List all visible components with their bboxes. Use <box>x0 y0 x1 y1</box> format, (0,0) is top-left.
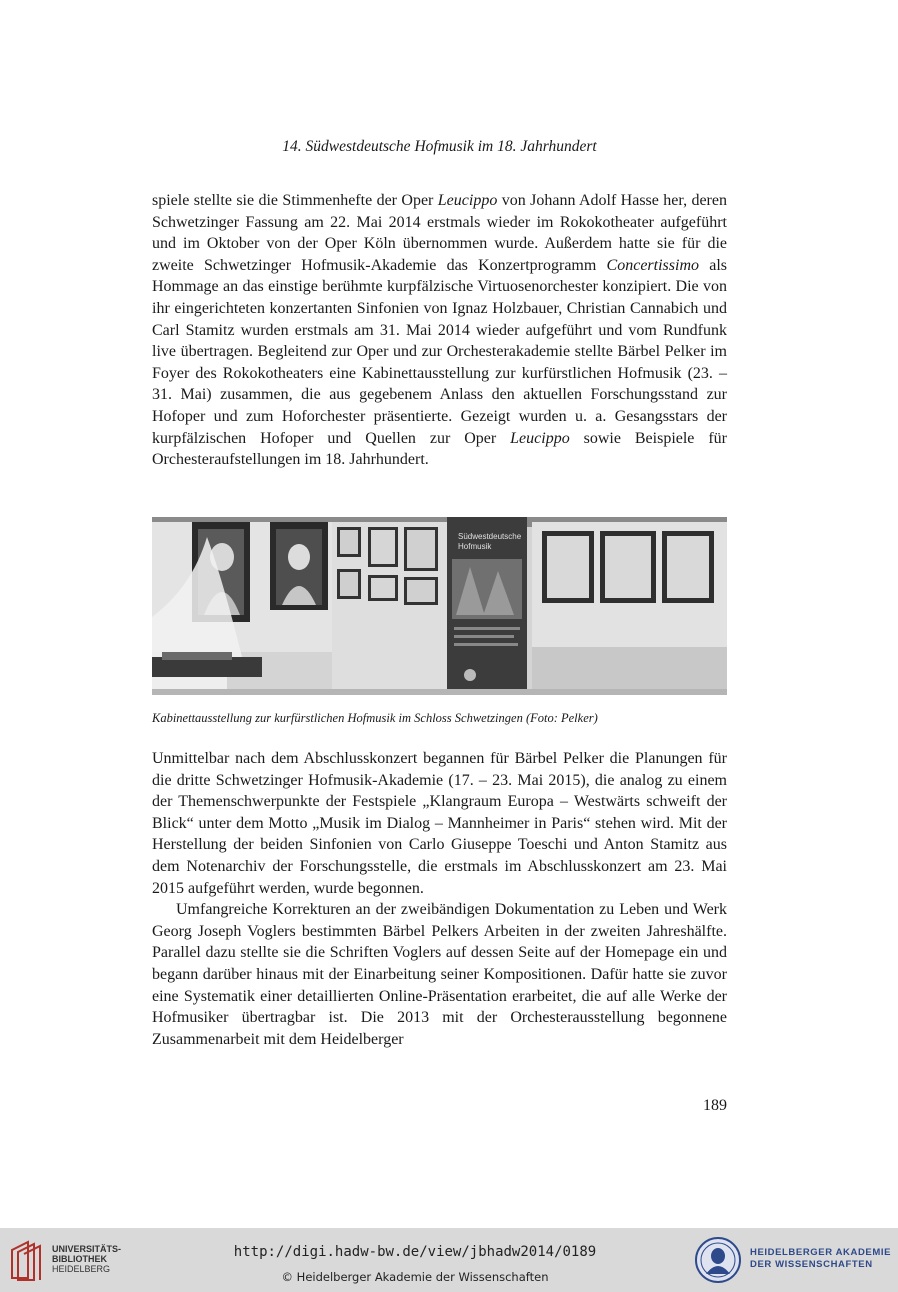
body-paragraph-bottom <box>152 748 727 1050</box>
footer-bar <box>0 1228 898 1292</box>
text-run: sowie Beispiele für Orchesteraufstellungen im 18. Jahrhundert. <box>152 429 727 469</box>
figure-caption: Kabinettausstellung zur kurfürstlichen Hofmusik im Schloss Schwetzingen (Foto: Pelker) <box>152 711 598 725</box>
paragraph: Unmittelbar nach dem Abschlusskonzert begannen für Bärbel Pelker die Planungen für die dritte Schwetzinger Hofmusik-Akademie (17. – 23. Mai 2015), die analog zu einem der Themenschwerpunkte der Festspiele „Klangraum Europa – Westwärts schweift der Blick“ unter dem Motto „Musik im Dialog – Mannheimer in Paris“ stehen wird. Mit der Herstellung der beiden Sinfonien von Carlo Giuseppe Toeschi und Anton Stamitz aus dem Notenarchiv der Forschungsstelle, die erstmals im Abschlusskonzert am 23. Mai 2015 aufgeführt werden, wurde begonnen. <box>152 750 727 897</box>
library-name-line2: BIBLIOTHEK <box>52 1254 107 1264</box>
text-run: von Johann Adolf Hasse her, deren Schwetzinger Fassung am 22. Mai 2014 erstmals wieder im Rokokotheater aufgeführt und im Oktober von der Oper Köln übernommen wurde. Außerdem hatte sie für die zweite Schwetzinger Hofmusik-Akademie das Konzertprogramm <box>152 192 727 274</box>
academy-name <box>750 1247 891 1271</box>
text-run: spiele stellte sie die Stimmenhefte der Oper <box>152 192 438 209</box>
text-run: als Hommage an das einstige berühmte kurpfälzische Virtuosenorchester konzipiert. Die von ihr eingerichteten konzertanten Sinfonien von Ignaz Holzbauer, Christian Cannabich und Carl Stamitz wurden erstmals am 31. Mai 2014 wieder aufgeführt und vom Rundfunk live übertragen. Begleitend zur Oper und zur Orchesterakademie stellte Bärbel Pelker im Foyer des Rokokotheaters eine Kabinettausstellung zur kurfürstlichen Hofmusik (23. – 31. Mai) zusammen, die aus gegebenem Anlass den aktuellen Forschungsstand zur Hofoper und zum Hoforchester präsentierte. Gezeigt wurden u. a. Gesangsstars der kurpfälzischen Hofoper und Quellen zur Oper <box>152 256 727 447</box>
body-paragraph-top <box>152 190 727 471</box>
program-title-concertissimo: Concertissimo <box>606 256 699 274</box>
opera-title-leucippo: Leucippo <box>437 192 498 209</box>
academy-name-line1: HEIDELBERGER AKADEMIE <box>750 1247 892 1258</box>
library-name-line3: HEIDELBERG <box>52 1264 111 1274</box>
page-number: 189 <box>703 1097 727 1114</box>
exhibition-photo <box>152 517 727 695</box>
opera-title-leucippo: Leucippo <box>510 429 570 447</box>
academy-name-line2: DER WISSENSCHAFTEN <box>750 1259 873 1270</box>
university-library-logo-icon <box>8 1238 48 1282</box>
library-name-line1: UNIVERSITÄTS- <box>52 1244 122 1254</box>
university-library-name <box>52 1244 121 1274</box>
copyright-notice: © Heidelberger Akademie der Wissenschaften <box>281 1270 549 1284</box>
poster-title-line2: Hofmusik <box>458 542 492 551</box>
paragraph: Umfangreiche Korrekturen an der zweibändigen Dokumentation zu Leben und Werk Georg Joseph Voglers bestimmten Bärbel Pelkers Arbeiten in der zweiten Jahreshälfte. Parallel dazu stellte sie die Schriften Voglers auf dessen Seite auf der Homepage ein und begann darüber hinaus mit der Einarbeitung seiner Kompositionen. Dafür hatte sie zuvor eine Systematik einer detaillierten Online-Präsentation erarbeitet, die auf alle Werke der Hofmusiker übertragbar ist. Die 2013 mit der Orchesterausstellung begonnene Zusammenarbeit mit dem Heidelberger <box>152 901 727 1048</box>
running-head: 14. Südwestdeutsche Hofmusik im 18. Jahrhundert <box>282 138 597 155</box>
permalink-url[interactable]: http://digi.hadw-bw.de/view/jbhadw2014/0189 <box>233 1244 597 1260</box>
academy-seal-icon <box>694 1236 742 1284</box>
exhibition-photo-drawing <box>152 517 727 695</box>
poster-title-line1: Südwestdeutsche <box>458 532 522 541</box>
